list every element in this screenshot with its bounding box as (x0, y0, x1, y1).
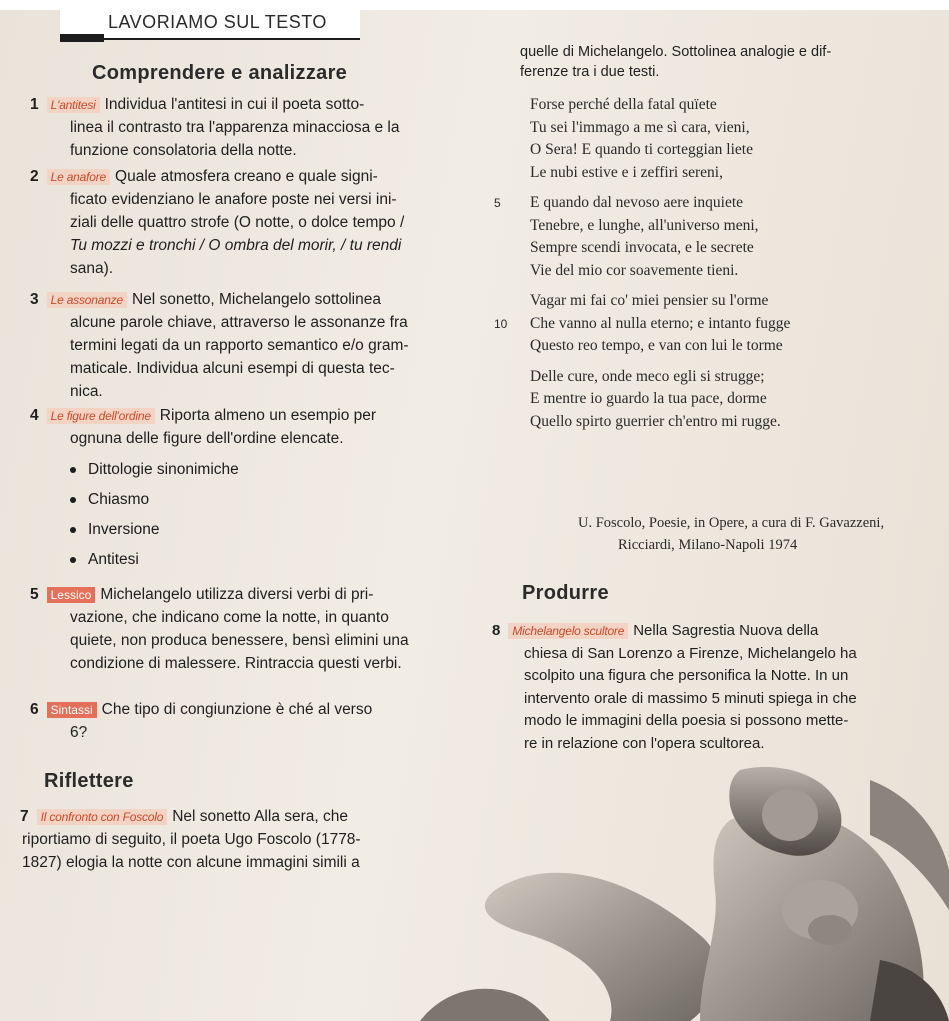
intro-right (520, 42, 945, 82)
poem-stanza (530, 94, 940, 184)
question-line: funzione consolatoria della notte. (70, 142, 297, 159)
question-tag: Sintassi (47, 702, 97, 718)
question-text: Nel sonetto, Michelangelo sottolinea (131, 291, 381, 308)
question-line: modo le immagini della poesia si possono mette- (524, 712, 849, 729)
question-text: Quale atmosfera creano e quale signi- (115, 168, 378, 185)
poem-line: E mentre io guardo la tua pace, dorme (530, 390, 767, 407)
poem-stanza (494, 192, 940, 282)
question-line: condizione di malessere. Rintraccia questi verbi. (70, 655, 402, 672)
question-line: linea il contrasto tra l'apparenza minacciosa e la (70, 119, 400, 136)
list-item: Antitesi (70, 545, 239, 575)
question-number: 5 (30, 586, 39, 603)
list-item: Dittologie sinonimiche (70, 455, 239, 485)
question-line: sana). (70, 260, 114, 277)
question-tag: Michelangelo scultore (508, 623, 628, 639)
question-text: Nel sonetto Alla sera, che (172, 808, 349, 825)
poem-line-text: Che vanno al nulla eterno; e intanto fugge (530, 314, 791, 332)
poem-line: Tenebre, e lunghe, all'universo meni, (530, 216, 759, 234)
poem-line (494, 192, 940, 215)
question-line: quiete, non produca benessere, bensì elimini una (70, 632, 409, 649)
line-number: 5 (494, 196, 501, 210)
question-number: 4 (30, 407, 39, 424)
question-line: ognuna delle figure dell'ordine elencate. (70, 430, 344, 447)
poem-line: Vagar mi fai co' miei pensier su l'orme (530, 292, 769, 309)
question-number: 2 (30, 168, 39, 185)
question-tag: L'antitesi (47, 97, 100, 113)
poem-line: Le nubi estive e i zeffiri sereni, (530, 163, 723, 181)
question-line: scolpito una figura che personifica la Notte. In un (524, 667, 849, 684)
question-line: chiesa di San Lorenzo a Firenze, Michelangelo ha (524, 644, 857, 662)
question-tag: Le assonanze (47, 292, 127, 308)
question-line: termini legati da un rapporto semantico e/o gram- (70, 337, 409, 354)
question-text: Nella Sagrestia Nuova della (633, 622, 819, 639)
statue-notte-icon (400, 760, 949, 1021)
question-3 (30, 288, 510, 403)
question-number: 1 (30, 96, 39, 113)
section-title-riflettere: Riflettere (44, 770, 134, 792)
question-line: 6? (70, 724, 88, 741)
question-text: Individua l'antitesi in cui il poeta sotto- (104, 96, 365, 113)
question-line: 1827) elogia la notte con alcune immagini simili a (22, 854, 360, 871)
question-2 (30, 165, 510, 280)
question-5 (30, 583, 510, 675)
question-tag: Le figure dell'ordine (47, 408, 155, 424)
question-tag: Il confronto con Foscolo (37, 809, 168, 825)
question-tag: Le anafore (47, 169, 110, 185)
source-line: U. Foscolo, Poesie, in Opere, a cura di F. Gavazzeni, (578, 515, 885, 531)
question-line: nica. (70, 383, 103, 400)
poem-source (578, 512, 948, 556)
figures-list (70, 455, 239, 575)
question-tag: Lessico (47, 587, 96, 603)
question-line: re in relazione con l'opera scultorea. (524, 734, 765, 752)
poem-stanza (494, 290, 940, 358)
line-number: 10 (494, 316, 508, 331)
question-line: maticale. Individua alcuni esempi di questa tec- (70, 360, 395, 377)
top-margin (0, 0, 949, 10)
intro-line: ferenze tra i due testi. (520, 64, 660, 80)
section-title-produrre: Produrre (522, 582, 609, 604)
question-line: ziali delle quattro strofe (O notte, o dolce tempo / (70, 214, 405, 231)
poem-line: Quello spirto guerrier ch'entro mi rugge. (530, 412, 781, 430)
question-line: intervento orale di massimo 5 minuti spiega in che (524, 689, 857, 707)
poem-alla-sera (494, 94, 940, 441)
question-line: Tu mozzi e tronchi / O ombra del morir, / tu rendi (70, 237, 402, 254)
question-8 (492, 620, 947, 755)
intro-line: quelle di Michelangelo. Sottolinea analogie e dif- (520, 44, 832, 60)
list-item: Inversione (70, 515, 239, 545)
source-line: Ricciardi, Milano-Napoli 1974 (618, 537, 798, 553)
poem-stanza (530, 366, 940, 434)
question-line: ficato evidenziano le anafore poste nei versi ini- (70, 191, 397, 208)
header-bar-decoration (60, 34, 104, 42)
poem-line: Vie del mio cor soavemente tieni. (530, 261, 739, 279)
question-line: riportiamo di seguito, il poeta Ugo Foscolo (1778- (22, 831, 361, 848)
question-text: Riporta almeno un esempio per (159, 407, 377, 424)
question-number: 7 (20, 808, 29, 825)
question-text: Michelangelo utilizza diversi verbi di pri- (100, 586, 374, 603)
question-number: 8 (492, 622, 501, 639)
poem-line: O Sera! E quando ti corteggian liete (530, 141, 753, 158)
poem-line: Delle cure, onde meco egli si strugge; (530, 367, 765, 385)
question-line: alcune parole chiave, attraverso le assonanze fra (70, 314, 408, 331)
header-label: LAVORIAMO SUL TESTO (108, 12, 327, 32)
poem-line: Questo reo tempo, e van con lui le torme (530, 337, 783, 354)
poem-line-text: E quando dal nevoso aere inquiete (530, 194, 744, 211)
list-item: Chiasmo (70, 485, 239, 515)
question-1 (30, 93, 500, 162)
question-line: vazione, che indicano come la notte, in quanto (70, 609, 389, 626)
question-text: Che tipo di congiunzione è ché al verso (101, 701, 373, 718)
question-6 (30, 698, 510, 744)
poem-line: Forse perché della fatal quïete (530, 96, 717, 113)
poem-line (494, 313, 940, 336)
question-4 (30, 404, 510, 450)
question-number: 6 (30, 701, 39, 718)
poem-line: Tu sei l'immago a me sì cara, vieni, (530, 118, 750, 136)
poem-line: Sempre scendi invocata, e le secrete (530, 239, 754, 256)
question-number: 3 (30, 291, 39, 308)
section-title-comprendere: Comprendere e analizzare (92, 62, 348, 84)
